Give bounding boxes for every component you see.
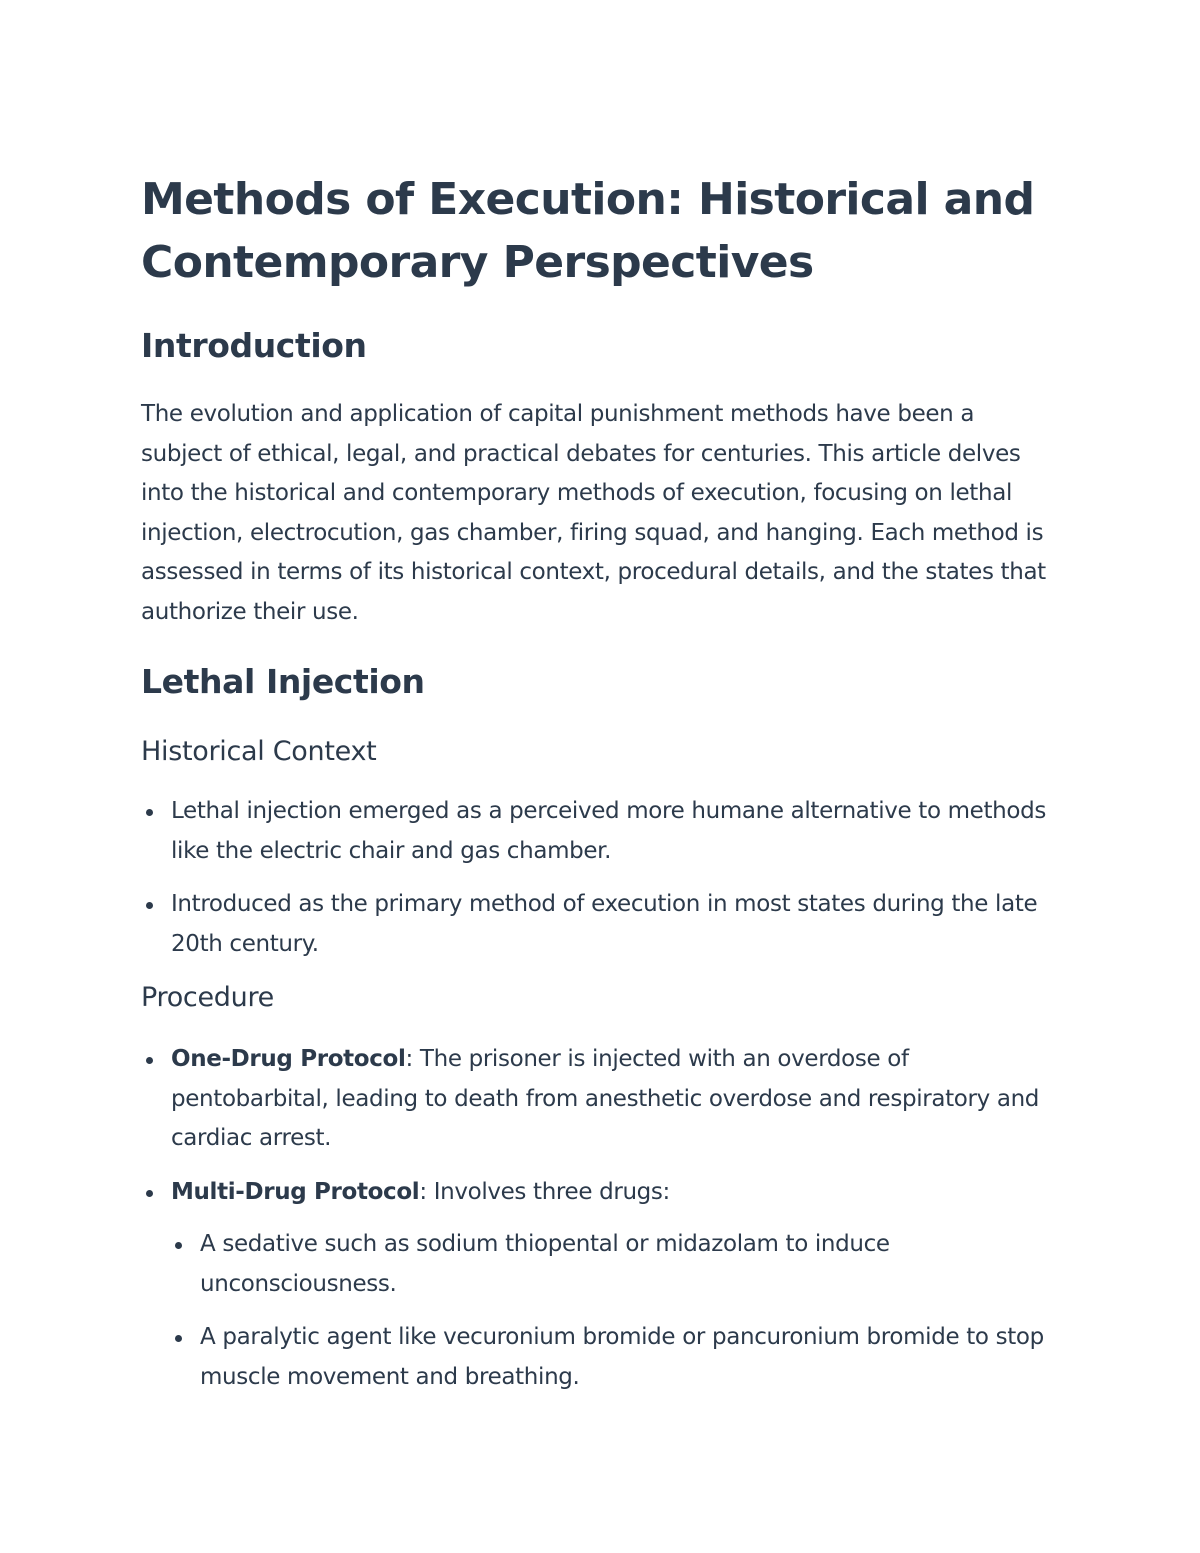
page-title: Methods of Execution: Historical and Contemporary Perspectives [141,174,1035,288]
one-drug-protocol-label: One-Drug Protocol [171,1046,406,1072]
sublist-item [200,1225,1060,1304]
procedure-list [141,1040,1060,1397]
multi-drug-protocol-text: : Involves three drugs: [419,1178,670,1205]
list-item [171,885,1060,964]
list-item-text: Lethal injection emerged as a perceived more humane alternative to methods like the electric chair and gas chamber. [171,798,1046,864]
subheading-procedure: Procedure [141,982,274,1013]
section-heading-lethal-injection: Lethal Injection [141,662,425,701]
one-drug-protocol-text: : The prisoner is injected with an overdose of pentobarbital, leading to death from anesthetic overdose and respiratory and cardiac arrest. [171,1046,1040,1151]
list-item-multi-drug-protocol [171,1173,1060,1398]
multi-drug-sublist [171,1225,1060,1397]
sublist-item-text: A sedative such as sodium thiopental or midazolam to induce unconsciousness. [200,1231,890,1297]
bullet-icon [146,809,153,816]
subheading-historical-context: Historical Context [141,736,377,767]
list-item-text: Introduced as the primary method of execution in most states during the late 20th century. [171,891,1038,957]
multi-drug-protocol-label: Multi-Drug Protocol [171,1178,420,1205]
section-heading-introduction: Introduction [141,326,367,365]
list-item [171,792,1060,871]
introduction-paragraph: The evolution and application of capital punishment methods have been a subject of ethical, legal, and practical debates for centuries. This article delves into the historical and contemporary methods of execution, focusing on lethal injection, electrocution, gas chamber, firing squad, and hanging. Each method is assessed in terms of its historical context, procedural details, and the states that authorize their use. [141,401,1046,625]
historical-context-list [141,792,1060,964]
bullet-icon [146,902,153,909]
list-item-one-drug-protocol [171,1040,1060,1159]
bullet-icon [175,1242,182,1249]
sublist-item-text: A paralytic agent like vecuronium bromide or pancuronium bromide to stop muscle movement and breathing. [200,1324,1044,1390]
bullet-icon [146,1190,153,1197]
bullet-icon [146,1057,153,1064]
sublist-item [200,1318,1060,1397]
bullet-icon [175,1335,182,1342]
